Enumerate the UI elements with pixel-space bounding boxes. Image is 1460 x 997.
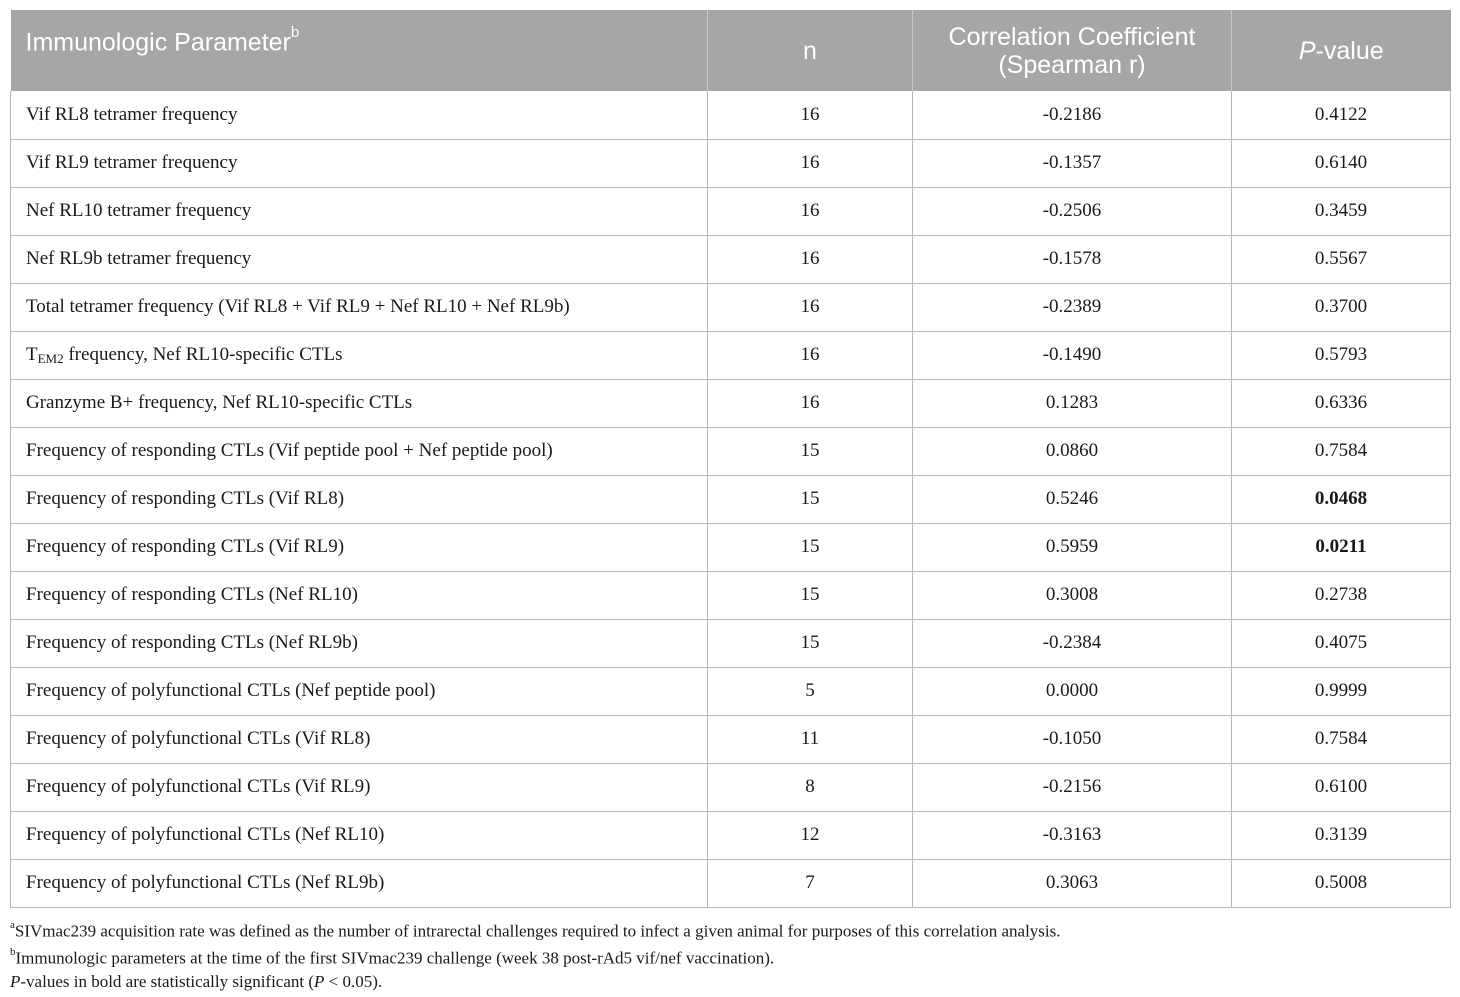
cell-n: 8 (708, 763, 913, 811)
table-row (11, 187, 1451, 235)
footnote-significance-text1: -values in bold are statistically significant ( (20, 972, 315, 992)
cell-pvalue: 0.4122 (1232, 91, 1451, 139)
cell-correlation: -0.1578 (913, 235, 1232, 283)
cell-pvalue: 0.6100 (1232, 763, 1451, 811)
cell-parameter: Frequency of polyfunctional CTLs (Vif RL9) (11, 763, 708, 811)
cell-correlation: -0.2384 (913, 619, 1232, 667)
cell-correlation: -0.1050 (913, 715, 1232, 763)
cell-n: 16 (708, 283, 913, 331)
cell-parameter: Frequency of polyfunctional CTLs (Nef RL10) (11, 811, 708, 859)
cell-n: 5 (708, 667, 913, 715)
cell-correlation: -0.1357 (913, 139, 1232, 187)
table-body (11, 91, 1451, 907)
cell-parameter: Frequency of polyfunctional CTLs (Nef RL9b) (11, 859, 708, 907)
table-row (11, 283, 1451, 331)
cell-pvalue: 0.7584 (1232, 427, 1451, 475)
footnote-significance-italic1: P (10, 972, 21, 992)
header-correlation-line1: Correlation Coefficient (948, 22, 1196, 51)
table-row (11, 619, 1451, 667)
footnote-a-marker: a (10, 919, 15, 931)
footnote-significance (10, 970, 1450, 994)
table-row (11, 235, 1451, 283)
cell-n: 16 (708, 331, 913, 379)
cell-parameter: Frequency of responding CTLs (Vif RL8) (11, 475, 708, 523)
table-row (11, 331, 1451, 379)
cell-correlation: 0.5959 (913, 523, 1232, 571)
cell-correlation: 0.1283 (913, 379, 1232, 427)
cell-n: 16 (708, 91, 913, 139)
cell-correlation: 0.3008 (913, 571, 1232, 619)
header-row (11, 10, 1451, 91)
header-parameter-label: Immunologic Parameter (25, 28, 291, 57)
cell-parameter-subscript: EM2 (37, 351, 64, 366)
cell-correlation: -0.1490 (913, 331, 1232, 379)
cell-correlation: -0.2156 (913, 763, 1232, 811)
correlation-table (10, 10, 1451, 908)
cell-parameter: Nef RL10 tetramer frequency (11, 187, 708, 235)
header-correlation (913, 10, 1232, 91)
cell-parameter: Nef RL9b tetramer frequency (11, 235, 708, 283)
cell-pvalue: 0.5008 (1232, 859, 1451, 907)
header-correlation-line2: (Spearman r) (998, 50, 1146, 79)
cell-n: 12 (708, 811, 913, 859)
table-header (11, 10, 1451, 91)
cell-parameter: Frequency of polyfunctional CTLs (Nef peptide pool) (11, 667, 708, 715)
cell-parameter: Frequency of responding CTLs (Vif RL9) (11, 523, 708, 571)
cell-n: 15 (708, 523, 913, 571)
table-row (11, 763, 1451, 811)
footnote-a (10, 916, 1450, 943)
cell-parameter: Frequency of responding CTLs (Vif peptide pool + Nef peptide pool) (11, 427, 708, 475)
footnote-a-text: SIVmac239 acquisition rate was defined as the number of intrarectal challenges required to infect a given animal for purposes of this correlation analysis. (14, 921, 1061, 941)
cell-pvalue: 0.3700 (1232, 283, 1451, 331)
cell-parameter-rest: frequency, Nef RL10-specific CTLs (63, 344, 343, 365)
cell-correlation: -0.2506 (913, 187, 1232, 235)
table-row (11, 523, 1451, 571)
footnote-significance-italic2: P (314, 972, 325, 992)
table-footnotes (10, 916, 1450, 994)
cell-correlation: 0.3063 (913, 859, 1232, 907)
cell-pvalue: 0.3139 (1232, 811, 1451, 859)
cell-n: 16 (708, 235, 913, 283)
cell-parameter: Frequency of responding CTLs (Nef RL9b) (11, 619, 708, 667)
cell-n: 16 (708, 139, 913, 187)
cell-parameter: Vif RL8 tetramer frequency (11, 91, 708, 139)
header-pvalue-rest: -value (1315, 36, 1384, 65)
cell-parameter: Granzyme B+ frequency, Nef RL10-specific CTLs (11, 379, 708, 427)
cell-pvalue: 0.9999 (1232, 667, 1451, 715)
cell-parameter: Total tetramer frequency (Vif RL8 + Vif RL9 + Nef RL10 + Nef RL9b) (11, 283, 708, 331)
cell-correlation: -0.2186 (913, 91, 1232, 139)
cell-n: 15 (708, 427, 913, 475)
table-row (11, 811, 1451, 859)
cell-correlation: 0.5246 (913, 475, 1232, 523)
cell-n: 16 (708, 187, 913, 235)
table-row (11, 475, 1451, 523)
table-row (11, 859, 1451, 907)
footnote-significance-text2: < 0.05). (324, 972, 383, 992)
cell-pvalue: 0.7584 (1232, 715, 1451, 763)
footnote-b (10, 943, 1450, 970)
table-row (11, 91, 1451, 139)
header-parameter-footnote-marker: b (290, 24, 300, 41)
cell-parameter (11, 331, 708, 379)
cell-pvalue: 0.5793 (1232, 331, 1451, 379)
cell-parameter: Frequency of responding CTLs (Nef RL10) (11, 571, 708, 619)
cell-n: 11 (708, 715, 913, 763)
cell-n: 7 (708, 859, 913, 907)
cell-pvalue: 0.4075 (1232, 619, 1451, 667)
cell-n: 15 (708, 475, 913, 523)
cell-pvalue: 0.2738 (1232, 571, 1451, 619)
cell-parameter: Vif RL9 tetramer frequency (11, 139, 708, 187)
cell-pvalue: 0.6336 (1232, 379, 1451, 427)
table-row (11, 427, 1451, 475)
table-row (11, 715, 1451, 763)
cell-pvalue: 0.5567 (1232, 235, 1451, 283)
cell-pvalue: 0.0211 (1232, 523, 1451, 571)
cell-n: 15 (708, 619, 913, 667)
cell-parameter-prefix: T (26, 344, 38, 365)
footnote-b-text: Immunologic parameters at the time of the first SIVmac239 challenge (week 38 post-rAd5 vif/nef vaccination). (15, 948, 775, 968)
cell-correlation: 0.0860 (913, 427, 1232, 475)
cell-pvalue: 0.3459 (1232, 187, 1451, 235)
footnote-b-marker: b (10, 946, 16, 959)
cell-correlation: 0.0000 (913, 667, 1232, 715)
table-row (11, 571, 1451, 619)
correlation-table-container (10, 10, 1450, 908)
cell-parameter: Frequency of polyfunctional CTLs (Vif RL8) (11, 715, 708, 763)
cell-n: 16 (708, 379, 913, 427)
header-pvalue-italic: P (1298, 36, 1316, 65)
cell-correlation: -0.3163 (913, 811, 1232, 859)
header-n: n (708, 10, 913, 91)
header-parameter (11, 10, 708, 91)
header-pvalue (1232, 10, 1451, 91)
cell-pvalue: 0.6140 (1232, 139, 1451, 187)
table-row (11, 139, 1451, 187)
cell-n: 15 (708, 571, 913, 619)
cell-correlation: -0.2389 (913, 283, 1232, 331)
table-row (11, 379, 1451, 427)
cell-pvalue: 0.0468 (1232, 475, 1451, 523)
table-row (11, 667, 1451, 715)
